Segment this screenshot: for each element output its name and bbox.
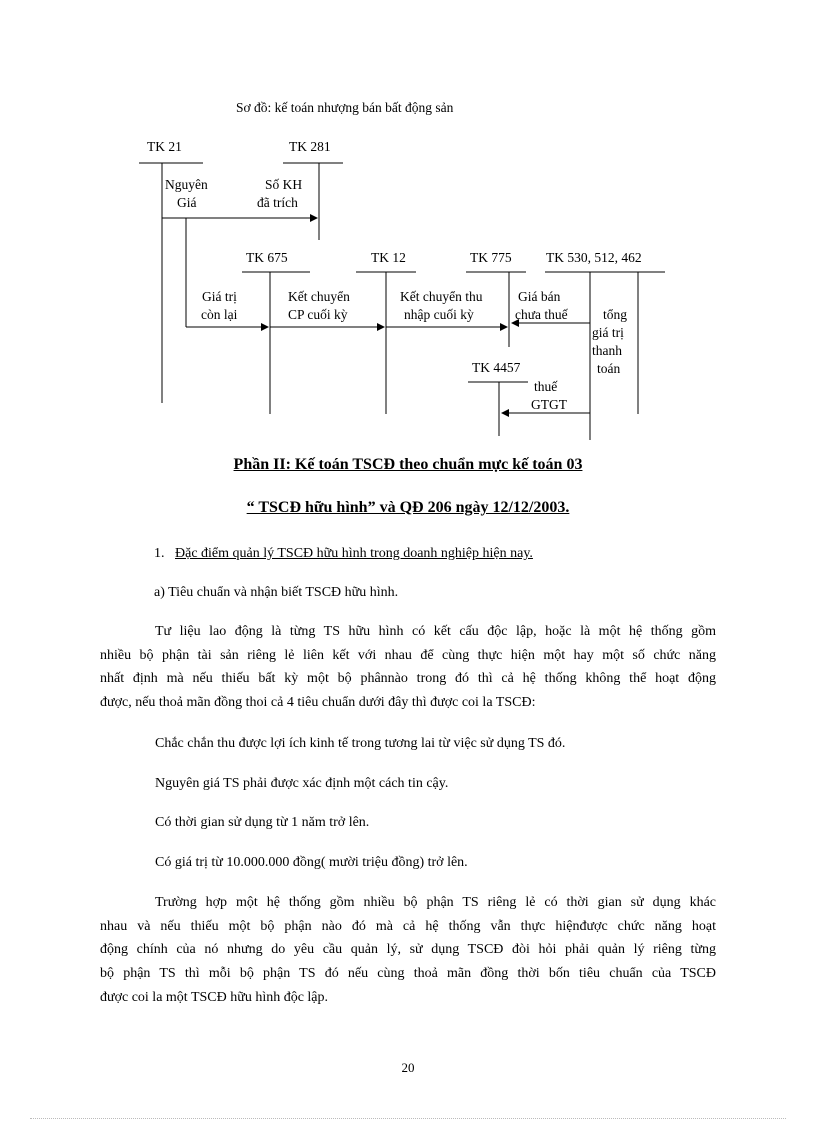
para2-line4: bộ phận TS thì mỗi bộ phận TS đó nếu cùng thoả mãn đồng thời bốn tiêu chuẩn của TSCĐ: [100, 966, 716, 981]
account-tk775-label: TK 775: [470, 250, 512, 265]
para1-line3: nhất định mà nếu thiếu bất kỳ một bộ phânnào trong đó thì cả hệ thống không thể hoạt động: [100, 671, 716, 686]
para1-line4: được, nếu thoả mãn đồng thoi cả 4 tiêu chuẩn dưới đây thì được coi la TSCĐ:: [100, 695, 536, 710]
diagram-title: Sơ đồ: kế toán nhượng bán bất động sản: [236, 100, 454, 115]
section-heading-line2: “ TSCĐ hữu hình” và QĐ 206 ngày 12/12/2003.: [246, 499, 570, 516]
label-toan: toán: [597, 361, 621, 376]
accounting-diagram: [0, 0, 816, 450]
label-giatri: Giá trị: [202, 289, 237, 304]
label-datrich: đã trích: [257, 195, 298, 210]
item1-number: 1.: [154, 546, 165, 561]
item1-title: Đặc điểm quản lý TSCĐ hữu hình trong doanh nghiệp hiện nay.: [175, 546, 533, 561]
label-nguyen: Nguyên: [165, 177, 208, 192]
criterion-1: Chắc chắn thu được lợi ích kinh tế trong tương lai từ việc sử dụng TS đó.: [155, 736, 566, 751]
label-gtgt: GTGT: [531, 397, 567, 412]
label-thanh: thanh: [592, 343, 622, 358]
para1-line1: Tư liệu lao động là từng TS hữu hình có kết cấu độc lập, hoặc là một hệ thống gồm: [155, 624, 716, 639]
label-chuathue: chưa thuế: [515, 307, 568, 322]
page-bottom-divider: [30, 1118, 786, 1119]
label-conlai: còn lại: [201, 307, 238, 322]
item-a-heading: a) Tiêu chuẩn và nhận biết TSCĐ hữu hình.: [154, 585, 399, 600]
label-giatri2: giá trị: [592, 325, 624, 340]
criterion-3: Có thời gian sử dụng từ 1 năm trở lên.: [155, 815, 370, 830]
label-tong: tổng: [603, 307, 628, 322]
account-tk21-label: TK 21: [147, 139, 182, 154]
label-thue: thuế: [534, 379, 558, 394]
para1-line2: nhiều bộ phận tài sản riêng lẻ liên kết với nhau để cùng thực hiện một hay một số chức năng: [100, 648, 716, 663]
label-sokh: Số KH: [265, 177, 303, 192]
para2-line2: nhau và nếu thiếu một bộ phận nào đó mà cả hệ thống vẫn thực hiệnđược chức năng hoạt: [100, 919, 716, 934]
label-nhapcuoiky: nhập cuối kỳ: [404, 307, 474, 322]
label-ketchuyenthu: Kết chuyển thu: [400, 289, 483, 304]
para2-line3: động chính của nó nhưng do yêu cầu quản lý, sử dụng TSCĐ đòi hỏi phải quản lý riêng từng: [100, 942, 716, 957]
para2-line1: Trường hợp một hệ thống gồm nhiều bộ phận TS riêng lẻ có thời gian sử dụng khác: [155, 895, 716, 910]
account-tk12-label: TK 12: [371, 250, 406, 265]
item1-heading: [154, 542, 533, 566]
section-heading-line1: Phần II: Kế toán TSCĐ theo chuẩn mực kế toán 03: [233, 456, 583, 473]
account-tk530-label: TK 530, 512, 462: [546, 250, 642, 265]
label-ketchuyen-cp: Kết chuyển: [288, 289, 350, 304]
label-gia: Giá: [177, 195, 197, 210]
criterion-2: Nguyên giá TS phải được xác định một cách tin cậy.: [155, 776, 449, 791]
account-tk281-label: TK 281: [289, 139, 331, 154]
label-giaban: Giá bán: [518, 289, 561, 304]
label-cpcuoiky: CP cuối kỳ: [288, 307, 348, 322]
account-tk675-label: TK 675: [246, 250, 288, 265]
criterion-4: Có giá trị từ 10.000.000 đồng( mười triệu đồng) trở lên.: [155, 855, 468, 870]
account-tk4457-label: TK 4457: [472, 360, 521, 375]
para2-line5: được coi la một TSCĐ hữu hình độc lập.: [100, 990, 329, 1005]
page-number: 20: [401, 1060, 415, 1075]
